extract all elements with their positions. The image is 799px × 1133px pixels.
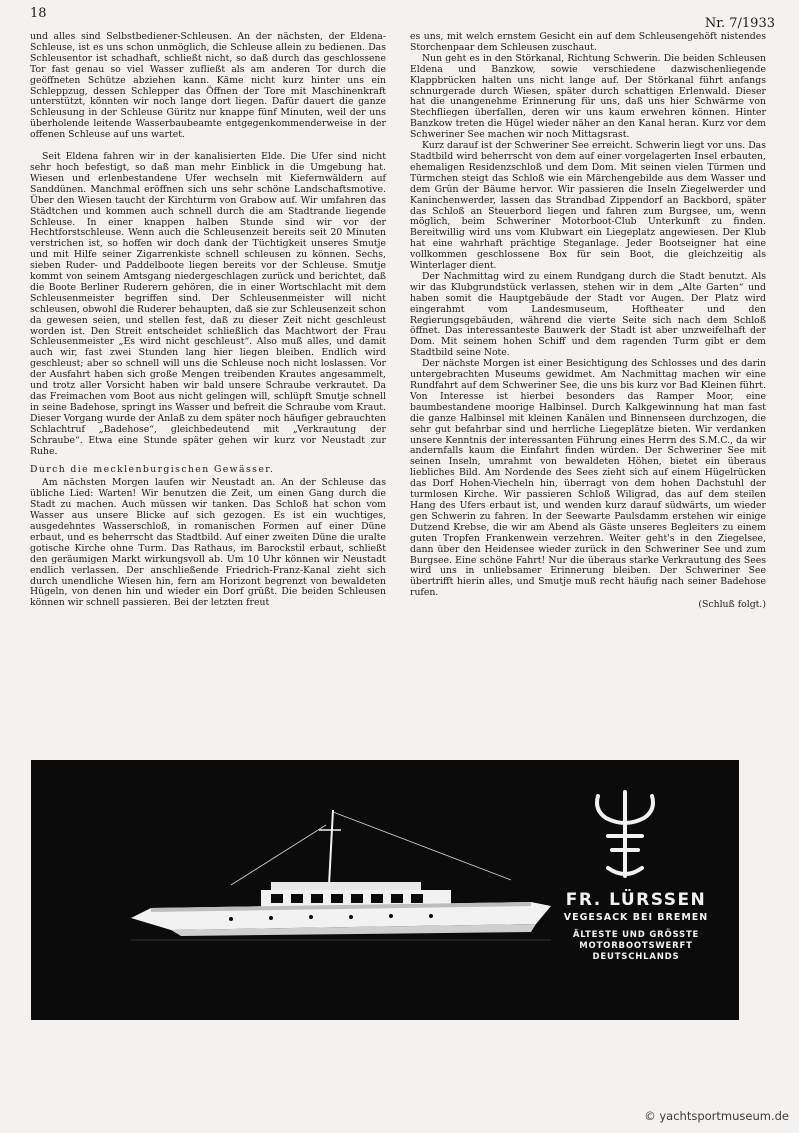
section-heading: Durch die mecklenburgischen Gewässer. bbox=[30, 464, 275, 476]
ad-claim-line: ÄLTESTE UND GRÖSSTE bbox=[572, 930, 700, 940]
paragraph: Am nächsten Morgen laufen wir Neustadt an. An der Schleuse das übliche Lied: Warten! Wir benutzen die Zeit, um einen Gang durch die Stadt zu machen. Auch müssen wir tanken. Das Schloß hat schon vom Wasser aus unsere Blicke auf sich gezogen. Es ist ein wuchtiges, ausgedehntes Wasserschloß, in romanischen Formen auf einer Düne erbaut, und es beherrscht das Stadtbild. Auf einer zweiten Düne die uralte gotische Kirche ohne Turm. Das Rathaus, im Barockstil erbaut, schließt den geräumigen Markt wirkungsvoll ab. Um 10 Uhr können wir Neustadt endlich verlassen. Der anschließende Friedrich-Franz-Kanal zieht sich durch unendliche Wiesen hin, fern am Horizont begrenzt von bewaldeten Hügeln, von denen hin und wieder ein Dorf grüßt. Die beiden Schleusen können wir schnell passieren. Bei der letzten freut bbox=[30, 477, 386, 609]
paragraph: Kurz darauf ist der Schweriner See erreicht. Schwerin liegt vor uns. Das Stadtbild wird beherrscht von dem auf einer vorgelagerten Insel erbauten, ehemaligen Residenzschloß und dem Dom. Mit seinen vielen Türmen und Türmchen steigt das Schloß wie ein Märchengebilde aus dem Wasser und dem Grün der Bäume hervor. Wir passieren die Inseln Ziegelwerder und Kaninchenwerder, lassen das Strandbad Zippendorf an Backbord, später das Schloß an Steuerbord liegen und fahren zum Burgsee, um, wenn möglich, beim Schweriner Motorboot-Club Unterkunft zu finden. Bereitwillig wird uns vom Klubwart ein Liegeplatz angewiesen. Der Klub hat eine wahrhaft prächtige Steganlage. Jeder Bootseigner hat eine vollkommen geschlossene Box für sein Boot, die gleichzeitig als Winterlager dient. bbox=[410, 140, 766, 272]
watermark: © yachtsportmuseum.de bbox=[644, 1109, 789, 1123]
paragraph: Seit Eldena fahren wir in der kanalisierten Elde. Die Ufer sind nicht sehr hoch befestigt, so daß man mehr Einblick in die Umgebung hat. Wiesen und erlenbestandene Ufer wechseln mit Kiefernwäldern auf Sanddünen. Manchmal eröffnen sich uns sehr schöne Landschaftsmotive. Über den Wiesen taucht der Kirchturm von Grabow auf. Wir umfahren das Städtchen und kommen auch schnell durch die am Stadtrande liegende Schleuse. In einer knappen halben Stunde sind wir vor der Hechtforstschleuse. Wenn auch die Schleusenzeit bereits seit 20 Minuten verstrichen ist, so hoffen wir doch dank der Tüchtigkeit unseres Smutje und mit Hilfe seiner Zigarrenkiste schnell schleusen zu können. Sechs, sieben Ruder- und Paddelboote liegen bereits vor der Schleuse. Smutje kommt von seinem Amtsgang niedergeschlagen zurück und berichtet, daß die Boote Berliner Ruderern gehören, die in einer Wortschlacht mit dem Schleusenmeister begriffen sind. Der Schleusenmeister will nicht schleusen, obwohl die Ruderer behaupten, daß sie zur Schleusenzeit schon da gewesen seien, und stellen fest, daß zu dieser Zeit nicht geschleust worden ist. Den Streit entscheidet schließlich das Machtwort der Frau Schleusenmeister „Es wird nicht geschleust“. Also muß alles, und damit auch wir, fast zwei Stunden lang hier liegen bleiben. Endlich wird geschleust; aber so schnell will uns die Schleuse noch nicht loslassen. Vor der Ausfahrt haben sich große Mengen treibenden Krautes angesammelt, und trotz aller Vorsicht haben wir bald unsere Schraube verkrautet. Da das Freimachen vom Boot aus nicht gelingen will, schlüpft Smutje schnell in seine Badehose, springt ins Wasser und befreit die Schraube vom Kraut. Dieser Vorgang wurde der Anlaß zu dem später noch häufiger gebrauchten Schlachtruf „Badehose“, gleichbedeutend mit „Verkrautung der Schraube“. Etwa eine Stunde später gehen wir kurz vor Neustadt zur Ruhe. bbox=[30, 151, 386, 457]
ad-claim bbox=[551, 930, 721, 963]
right-column bbox=[410, 32, 766, 611]
ad-claim-line: MOTORBOOTSWERFT bbox=[579, 941, 693, 951]
paragraph: Nun geht es in den Störkanal, Richtung Schwerin. Die beiden Schleusen Eldena und Banzkow, sowie verschiedene dazwischenliegende Klappbrücken halten uns nicht lange auf. Der Störkanal führt anfangs schnurgerade durch Wiesen, später durch schattigen Erlenwald. Dieser hat die unangenehme Erinnerung für uns, daß uns hier Schwärme von Stechfliegen überfallen, deren wir uns kaum erwehren können. Hinter Banzkow treten die Hügel wieder näher an den Kanal heran. Kurz vor dem Schweriner See machen wir noch Mittagsrast. bbox=[410, 52, 766, 141]
luerssen-advertisement bbox=[31, 760, 739, 1020]
motor-yacht-illustration bbox=[111, 790, 551, 1000]
luerssen-trident-logo bbox=[586, 788, 664, 884]
paragraph: es uns, mit welch ernstem Gesicht ein auf dem Schleusengehöft nistendes Storchenpaar dem Schleusen zuschaut. bbox=[410, 31, 766, 53]
paragraph: und alles sind Selbstbediener-Schleusen. An der nächsten, der Eldena-Schleuse, ist es uns schon unmöglich, die Schleuse allein zu bedienen. Das Schleusentor ist schadhaft, schließt nicht, so daß durch das geschlossene Tor fast genau so viel Wasser zufließt als am anderen Tor durch die geöffneten Schütze abziehen kann. Käme nicht kurz hinter uns ein Schleppzug, dessen Schlepper das Öffnen der Tore mit Maschinenkraft unterstützt, könnten wir noch lange dort liegen. Dafür dauert die ganze Schleusung in der Schleuse Güritz nur knappe fünf Minuten, weil der uns überholende leitende Wasserbaubeamte entgegenkommenderweise in der offenen Schleuse auf uns wartet. bbox=[30, 31, 386, 141]
left-column bbox=[30, 32, 386, 609]
paragraph: Der Nachmittag wird zu einem Rundgang durch die Stadt benutzt. Als wir das Klubgrundstück verlassen, stehen wir in dem „Alte Garten“ und haben somit die Hauptgebäude der Stadt vor Augen. Der Platz wird eingerahmt vom Landesmuseum, Hoftheater und den Regierungsgebäuden, während die vierte Seite sich nach dem Schloß öffnet. Das interessanteste Bauwerk der Stadt ist aber unzweifelhaft der Dom. Mit seinem hohen Schiff und dem ragenden Turm gibt er dem Stadtbild seine Note. bbox=[410, 270, 766, 359]
issue-number: Nr. 7/1933 bbox=[704, 16, 775, 31]
ad-claim-line: DEUTSCHLANDS bbox=[592, 952, 680, 962]
signoff: (Schluß folgt.) bbox=[698, 599, 766, 611]
ad-text-block bbox=[551, 890, 721, 963]
ad-firm-name: FR. LÜRSSEN bbox=[565, 890, 707, 910]
paragraph: Der nächste Morgen ist einer Besichtigung des Schlosses und des darin untergebrachten Museums gewidmet. Am Nachmittag machen wir eine Rundfahrt auf dem Schweriner See, die uns bis kurz vor Bad Kleinen führt. Von Interesse ist hierbei besonders das Ramper Moor, eine baumbestandene moorige Halbinsel. Durch Kalkgewinnung hat man fast die ganze Halbinsel mit kleinen Kanälen und Binnenseen durchzogen, die sehr gut befahrbar sind und herrliche Liegeplätze bieten. Wir verdanken unsere Kenntnis der interessanten Führung eines Herrn des S.M.C., da wir andernfalls kaum die Einfahrt finden würden. Der Schweriner See mit seinen Inseln, umrahmt von bewaldeten Höhen, bietet ein überaus liebliches Bild. Am Nordende des Sees zieht sich auf einem Hügelrücken das Dorf Hohen-Viecheln hin, überragt von dem hohen Dachstuhl der turmlosen Kirche. Wir passieren Schloß Wiligrad, das auf dem steilen Hang des Ufers erbaut ist, und wenden kurz darauf südwärts, um wieder gen Schwerin zu fahren. In der Seewarte Paulsdamm erstehen wir einige Dutzend Krebse, die wir am Abend als Gäste unseres Begleiters zu einem guten Tropfen Frankenwein verzehren. Weiter geht's in den Ziegelsee, dann über den Heidensee wieder zurück in den Schweriner See und zum Burgsee. Eine schöne Fahrt! Nur die überaus starke Verkrautung des Sees wird uns in unliebsamer Erinnerung bleiben. Der Schweriner See übertrifft hierin alles, und Smutje muß recht häufig nach seiner Badehose rufen. bbox=[410, 358, 766, 599]
ad-location: VEGESACK BEI BREMEN bbox=[563, 912, 709, 923]
page-number: 18 bbox=[30, 6, 47, 21]
